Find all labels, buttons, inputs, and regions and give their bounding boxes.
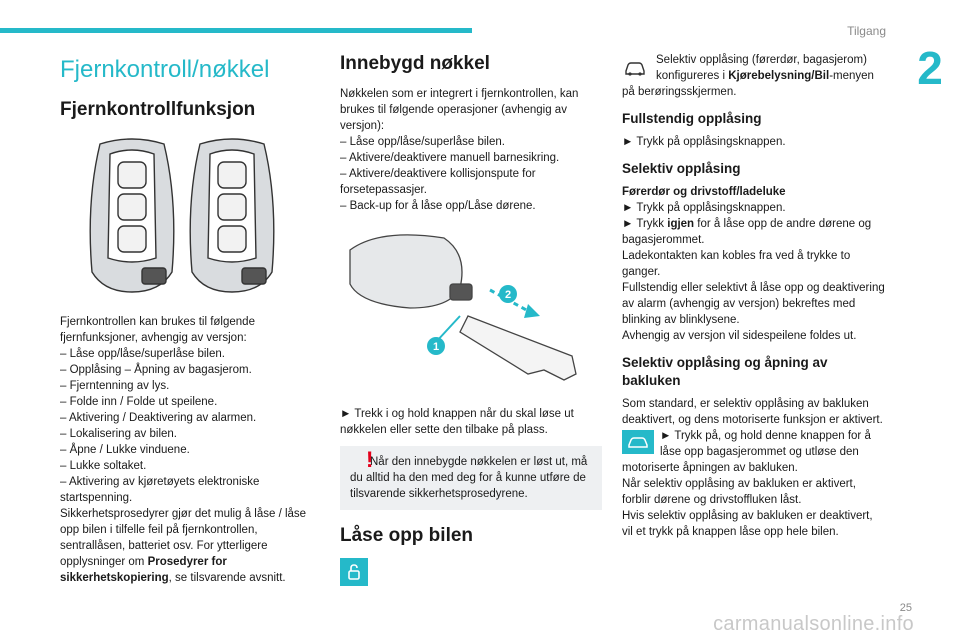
warning-box	[340, 446, 602, 510]
warning-text: Når den innebygde nøkkelen er løst ut, må du alltid ha den med deg for å kunne utføre de tilsvarende sikkerhetsprosedyrene.	[350, 456, 588, 500]
menu-reference: Kjørebelysning/Bil	[728, 70, 830, 82]
safety-text: Sikkerhetsprosedyrer gjør det mulig å låse / låse opp bilen i tilfelle feil på fjernkontrollen, sentrallåsen, batteriet osv. For ytterligere opplysninger om	[60, 508, 307, 568]
step-2-text-end: for å låse opp de andre dørene og bagasjerommet.	[622, 218, 872, 246]
step-2-text: ► Trykk	[622, 218, 668, 230]
full-unlock-step: ► Trykk på opplåsingsknappen.	[622, 136, 786, 148]
list-item: – Folde inn / Folde ut speilene.	[60, 396, 218, 408]
charge-connector-text: Ladekontakten kan kobles fra ved å trykke to ganger.	[622, 250, 851, 278]
step-2	[622, 216, 886, 248]
watermark: carmanualsonline.info	[713, 613, 914, 635]
column-2	[340, 52, 602, 586]
list-item: – Låse opp/låse/superlåse bilen.	[60, 348, 225, 360]
key-blade-illustration	[340, 224, 602, 394]
list-item: – Aktivere/deaktivere kollisjonspute for forsetepassasjer.	[340, 168, 536, 196]
list-item: – Back-up for å låse opp/Låse dørene.	[340, 200, 536, 212]
page-number: 25	[899, 602, 912, 614]
tailgate-inactive-text: Hvis selektiv opplåsing av bakluken er deaktivert, vil et trykk på knappen låse opp hele bilen.	[622, 510, 873, 538]
list-item: – Aktivering av kjøretøyets elektroniske startspenning.	[60, 476, 260, 504]
selective-config-paragraph	[622, 52, 886, 100]
intro-text: Fjernkontrollen kan brukes til følgende fjernfunksjoner, avhengig av versjon:	[60, 316, 255, 344]
instruction-text: ► Trekk i og hold knappen når du skal løse ut nøkkelen eller sette den tilbake på plass.	[340, 408, 574, 436]
safety-paragraph	[60, 506, 310, 586]
safety-text-end: , se tilsvarende avsnitt.	[168, 572, 286, 584]
safety-reference: Prosedyrer for sikkerhetskopiering	[60, 556, 227, 584]
section-label: Tilgang	[847, 24, 886, 38]
car-outline-icon	[622, 54, 648, 80]
intro-text: Nøkkelen som er integrert i fjernkontrollen, kan brukes til følgende operasjoner (avhengig av versjon):	[340, 88, 579, 132]
list-item: – Fjerntenning av lys.	[60, 380, 170, 392]
tailgate-default-text: Som standard, er selektiv opplåsing av bakluken deaktivert, og dens motoriserte funksjon er aktivert.	[622, 398, 883, 426]
remote-keys-illustration	[60, 132, 310, 302]
remote-key-left	[90, 139, 174, 292]
warning-icon: !	[366, 447, 374, 472]
function-list	[60, 346, 310, 506]
list-item: – Lukke soltaket.	[60, 460, 147, 472]
remote-key-right	[190, 139, 274, 292]
chapter-number: 2	[917, 42, 943, 94]
heading-remote-functions: Fjernkontrollfunksjon	[60, 99, 256, 120]
column-1	[60, 52, 310, 586]
list-item: – Åpne / Lukke vinduene.	[60, 444, 190, 456]
heading-built-in-key: Innebygd nøkkel	[340, 53, 490, 74]
driver-door-subheading: Førerdør og drivstoff/ladeluke	[622, 186, 786, 198]
heading-unlock-car: Låse opp bilen	[340, 525, 474, 546]
tailgate-step-text: ► Trykk på, og hold denne knappen for å låse opp bagasjerommet og utløse den motoriserte åpningen av bakluken.	[622, 430, 871, 474]
tailgate-button-icon	[622, 430, 654, 454]
list-item: – Aktivere/deaktivere manuell barnesikring.	[340, 152, 560, 164]
header-accent-bar	[0, 28, 472, 33]
heading-full-unlock: Fullstendig opplåsing	[622, 111, 762, 126]
step-1: ► Trykk på opplåsingsknappen.	[622, 202, 786, 214]
mirror-text: Avhengig av versjon vil sidespeilene foldes ut.	[622, 330, 857, 342]
step-2-emphasis: igjen	[667, 218, 695, 230]
tailgate-active-text: Når selektiv opplåsing av bakluken er aktivert, forblir dørene og drivstoffluken låst.	[622, 478, 856, 506]
heading-tailgate-unlock: Selektiv opplåsing og åpning av bakluken	[622, 355, 828, 388]
callout-1-label: 1	[432, 341, 440, 353]
tailgate-step	[622, 428, 886, 476]
list-item: – Lokalisering av bilen.	[60, 428, 177, 440]
confirmation-text: Fullstendig eller selektivt å låse opp og deaktivering av alarm (avhengig av versjon) bekreftes med blinking av blinklysene.	[622, 282, 885, 326]
callout-2-label: 2	[504, 289, 512, 301]
unlock-icon	[340, 558, 368, 586]
selective-text: Selektiv opplåsing (førerdør, bagasjerom) konfigureres i	[656, 54, 867, 82]
selective-text-end: -menyen på berøringsskjermen.	[622, 70, 874, 98]
list-item: – Opplåsing – Åpning av bagasjerom.	[60, 364, 252, 376]
section-title: Fjernkontroll/nøkkel	[60, 56, 270, 83]
list-item: – Låse opp/låse/superlåse bilen.	[340, 136, 505, 148]
list-item: – Aktivering / Deaktivering av alarmen.	[60, 412, 257, 424]
usage-list	[340, 134, 602, 214]
column-3	[622, 52, 886, 540]
heading-selective-unlock: Selektiv opplåsing	[622, 161, 741, 176]
